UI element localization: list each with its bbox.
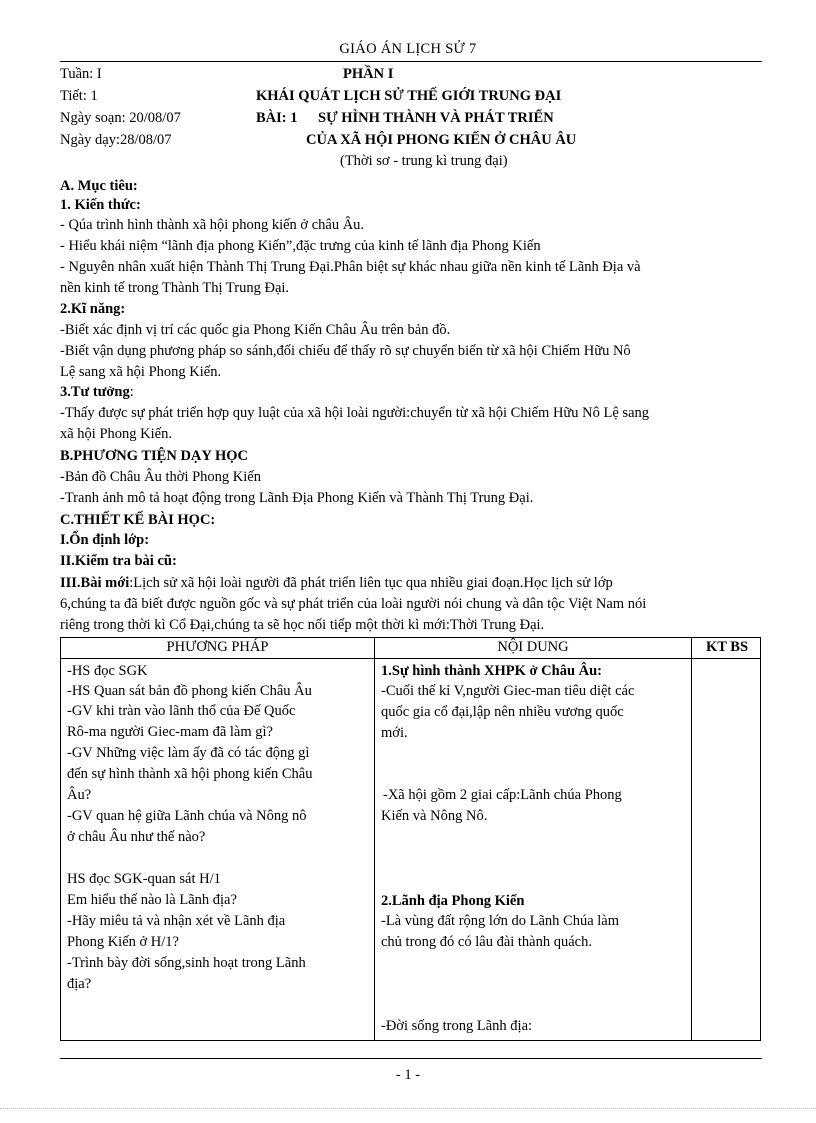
- meta-tiet: Tiết: 1: [60, 88, 98, 104]
- content-line: -Xã hội gồm 2 giai cấp:Lãnh chúa Phong: [383, 787, 622, 803]
- method-line: -GV khi tràn vào lãnh thổ của Đế Quốc: [67, 703, 296, 719]
- header-title: GIÁO ÁN LỊCH SỬ 7: [339, 41, 477, 57]
- method-line: -GV quan hệ giữa Lãnh chúa và Nông nô: [67, 808, 307, 824]
- lesson-table: [60, 637, 761, 1041]
- method-line: -HS đọc SGK: [67, 663, 148, 679]
- method-line: địa?: [67, 976, 92, 992]
- method-line: Em hiểu thế nào là Lãnh địa?: [67, 892, 237, 908]
- section-a-heading: A. Mục tiêu:: [60, 178, 138, 194]
- footer-rule: [60, 1058, 762, 1059]
- table-divider: [374, 638, 375, 1040]
- method-line: ở châu Âu như thế nào?: [67, 829, 206, 845]
- lesson-title-line2: CỦA XÃ HỘI PHONG KIẾN Ở CHÂU ÂU: [306, 132, 577, 148]
- step-one-heading: I.Ổn định lớp:: [60, 532, 150, 548]
- attitude-heading: 3.Tư tưởng: [60, 384, 130, 400]
- knowledge-item: - Hiểu khái niệm “lãnh địa phong Kiến”,đặc trưng của kinh tế lãnh địa Phong Kiến: [60, 238, 541, 254]
- step-two-heading: II.Kiểm tra bài cũ:: [60, 553, 177, 569]
- table-header-rule: [61, 658, 760, 659]
- part-heading: PHẦN I: [343, 66, 394, 82]
- table-header-method: PHƯƠNG PHÁP: [166, 639, 269, 655]
- knowledge-item: - Qúa trình hình thành xã hội phong kiến ở châu Âu.: [60, 217, 365, 233]
- lesson-title-line1: SỰ HÌNH THÀNH VÀ PHÁT TRIỂN: [318, 110, 554, 126]
- page-number: - 1 -: [395, 1067, 421, 1083]
- overview-heading: KHÁI QUÁT LỊCH SỬ THẾ GIỚI TRUNG ĐẠI: [256, 88, 562, 104]
- skills-item-cont: Lệ sang xã hội Phong Kiến.: [60, 364, 222, 380]
- attitude-colon: :: [129, 384, 134, 400]
- content-line: -Cuối thế kỉ V,người Giec-man tiêu diệt các: [381, 683, 635, 699]
- step-three-text: :Lịch sử xã hội loài người đã phát triển liên tục qua nhiều giai đoạn.Học lịch sử lớp: [129, 575, 613, 591]
- content-line: -Đời sống trong Lãnh địa:: [381, 1018, 533, 1034]
- method-line: -Trình bày đời sống,sinh hoạt trong Lãnh: [67, 955, 306, 971]
- step-three-line: [60, 573, 760, 593]
- knowledge-item: - Nguyên nhân xuất hiện Thành Thị Trung Đại.Phân biệt sự khác nhau giữa nền kinh tế Lãnh Địa và: [60, 259, 641, 275]
- method-line: -GV Những việc làm ấy đã có tác động gì: [67, 745, 310, 761]
- content-line: Kiến và Nông Nô.: [381, 808, 488, 824]
- lesson-label: BÀI: 1: [256, 110, 298, 126]
- method-line: Rô-ma người Giec-mam đã làm gì?: [67, 724, 273, 740]
- section-c-heading: C.THIẾT KẾ BÀI HỌC:: [60, 512, 216, 528]
- step-three-text-cont: riêng trong thời kì Cổ Đại,chúng ta sẽ học nối tiếp một thời kì mới:Thời Trung Đại.: [60, 617, 545, 633]
- skills-item: -Biết vận dụng phương pháp so sánh,đối chiếu để thấy rõ sự chuyển biến từ xã hội Chiếm Hữu Nô: [60, 343, 631, 359]
- method-line: Phong Kiến ở H/1?: [67, 934, 179, 950]
- table-header-content: NỘI DUNG: [497, 639, 569, 655]
- meta-tuan: Tuần: I: [60, 66, 102, 82]
- content-line: quốc gia cổ đại,lập nên nhiều vương quốc: [381, 704, 624, 720]
- materials-item: -Tranh ảnh mô tả hoạt động trong Lãnh Địa Phong Kiến và Thành Thị Trung Đại.: [60, 490, 534, 506]
- knowledge-item-cont: nền kinh tế trong Thành Thị Trung Đại.: [60, 280, 290, 296]
- content-heading-2: 2.Lãnh địa Phong Kiến: [381, 893, 525, 909]
- step-three-heading: III.Bài mới: [60, 575, 130, 591]
- knowledge-heading: 1. Kiến thức:: [60, 197, 141, 213]
- attitude-item-cont: xã hội Phong Kiến.: [60, 426, 172, 442]
- lesson-subtitle: (Thời sơ - trung kì trung đại): [340, 153, 508, 169]
- method-line: HS đọc SGK-quan sát H/1: [67, 871, 221, 887]
- content-line: -Là vùng đất rộng lớn do Lãnh Chúa làm: [381, 913, 620, 929]
- meta-ngay-soan: Ngày soạn: 20/08/07: [60, 110, 181, 126]
- page-break-line: [0, 1108, 816, 1109]
- table-divider: [691, 638, 692, 1040]
- method-line: -HS Quan sát bản đồ phong kiến Châu Âu: [67, 683, 312, 699]
- method-line: đến sự hình thành xã hội phong kiến Châu: [67, 766, 313, 782]
- attitude-item: -Thấy được sự phát triển hợp quy luật của xã hội loài người:chuyển từ xã hội Chiếm Hữu Nô Lệ sang: [60, 405, 650, 421]
- method-line: -Hãy miêu tả và nhận xét về Lãnh địa: [67, 913, 286, 929]
- step-three-text-cont: 6,chúng ta đã biết được nguồn gốc và sự phát triển của loài người nói chung và dân tộc Việt Nam nói: [60, 596, 647, 612]
- skills-item: -Biết xác định vị trí các quốc gia Phong Kiến Châu Âu trên bản đồ.: [60, 322, 451, 338]
- skills-heading: 2.Kĩ năng:: [60, 301, 126, 317]
- materials-item: -Bản đồ Châu Âu thời Phong Kiến: [60, 469, 261, 485]
- table-header-notes: KT BS: [705, 639, 749, 655]
- content-line: chủ trong đó có lâu đài thành quách.: [381, 934, 592, 950]
- meta-ngay-day: Ngày dạy:28/08/07: [60, 132, 172, 148]
- method-line: Âu?: [67, 787, 92, 803]
- section-b-heading: B.PHƯƠNG TIỆN DẠY HỌC: [60, 448, 248, 464]
- content-heading-1: 1.Sự hình thành XHPK ở Châu Âu:: [381, 663, 603, 679]
- attitude-heading-line: [60, 382, 760, 402]
- header-rule: [60, 61, 762, 62]
- content-line: mới.: [381, 725, 408, 741]
